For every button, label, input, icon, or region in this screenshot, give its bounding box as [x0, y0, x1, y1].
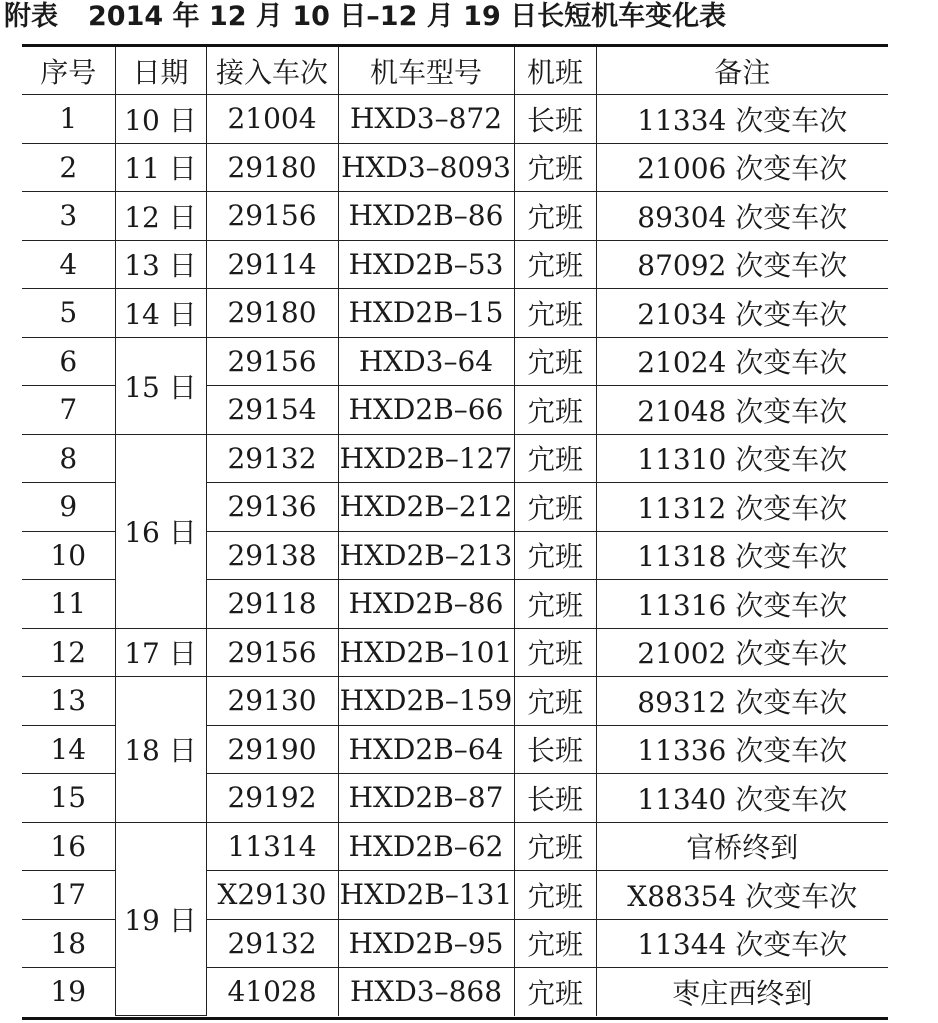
cell-note: 21048 次变车次 [596, 386, 888, 435]
cell-note: 11316 次变车次 [596, 580, 888, 629]
cell-crew: 宂班 [514, 434, 596, 483]
cell-note: 11312 次变车次 [596, 483, 888, 532]
cell-train: 29118 [206, 580, 338, 629]
header-loco-model: 机车型号 [338, 47, 514, 95]
cell-loco-model: HXD3–872 [338, 95, 514, 144]
table-row [22, 822, 888, 871]
cell-loco-model: HXD2B–15 [338, 289, 514, 338]
cell-train: 29180 [206, 143, 338, 192]
cell-loco-model: HXD2B–101 [338, 628, 514, 677]
bottom-rule [22, 1017, 888, 1020]
cell-date: 17 日 [115, 628, 206, 677]
cell-crew: 宂班 [514, 628, 596, 677]
cell-no: 15 [22, 774, 115, 823]
cell-date: 16 日 [115, 434, 206, 628]
header-date: 日期 [115, 47, 206, 95]
cell-loco-model: HXD2B–86 [338, 580, 514, 629]
cell-train: 29192 [206, 774, 338, 823]
cell-note: 枣庄西终到 [596, 968, 888, 1016]
cell-no: 16 [22, 822, 115, 871]
cell-date: 11 日 [115, 143, 206, 192]
cell-no: 5 [22, 289, 115, 338]
cell-loco-model: HXD3–868 [338, 968, 514, 1016]
cell-note: 11344 次变车次 [596, 919, 888, 968]
cell-train: 29156 [206, 337, 338, 386]
cell-no: 1 [22, 95, 115, 144]
cell-note: 89304 次变车次 [596, 192, 888, 241]
cell-date: 19 日 [115, 822, 206, 1016]
table-row [22, 143, 888, 192]
cell-train: 29136 [206, 483, 338, 532]
cell-no: 2 [22, 143, 115, 192]
cell-train: 29156 [206, 192, 338, 241]
cell-note: 21006 次变车次 [596, 143, 888, 192]
cell-loco-model: HXD2B–95 [338, 919, 514, 968]
cell-crew: 宂班 [514, 386, 596, 435]
cell-date: 13 日 [115, 240, 206, 289]
cell-no: 11 [22, 580, 115, 629]
caption-label: 附表 [4, 1, 58, 32]
cell-no: 10 [22, 531, 115, 580]
cell-note: 11336 次变车次 [596, 725, 888, 774]
table-row [22, 628, 888, 677]
cell-loco-model: HXD2B–127 [338, 434, 514, 483]
cell-date: 14 日 [115, 289, 206, 338]
cell-train: 29132 [206, 919, 338, 968]
cell-loco-model: HXD2B–131 [338, 871, 514, 920]
locomotive-change-table [22, 47, 888, 1016]
cell-train: 11314 [206, 822, 338, 871]
cell-crew: 宂班 [514, 192, 596, 241]
cell-no: 8 [22, 434, 115, 483]
cell-crew: 宂班 [514, 483, 596, 532]
cell-loco-model: HXD2B–159 [338, 677, 514, 726]
table-row [22, 95, 888, 144]
cell-crew: 长班 [514, 95, 596, 144]
cell-no: 4 [22, 240, 115, 289]
cell-note: 21034 次变车次 [596, 289, 888, 338]
cell-no: 12 [22, 628, 115, 677]
cell-crew: 长班 [514, 774, 596, 823]
cell-no: 19 [22, 968, 115, 1016]
cell-note: 官桥终到 [596, 822, 888, 871]
cell-crew: 宂班 [514, 968, 596, 1016]
table-row [22, 434, 888, 483]
cell-date: 10 日 [115, 95, 206, 144]
cell-train: 21004 [206, 95, 338, 144]
cell-crew: 宂班 [514, 337, 596, 386]
cell-train: 29138 [206, 531, 338, 580]
cell-no: 3 [22, 192, 115, 241]
cell-train: 41028 [206, 968, 338, 1016]
cell-note: 11310 次变车次 [596, 434, 888, 483]
cell-note: 89312 次变车次 [596, 677, 888, 726]
header-crew: 机班 [514, 47, 596, 95]
cell-note: X88354 次变车次 [596, 871, 888, 920]
cell-train: 29180 [206, 289, 338, 338]
cell-train: 29154 [206, 386, 338, 435]
cell-crew: 宂班 [514, 580, 596, 629]
table-row [22, 289, 888, 338]
caption-text: 2014 年 12 月 10 日–12 月 19 日长短机车变化表 [88, 1, 727, 32]
cell-train: 29190 [206, 725, 338, 774]
cell-train: 29156 [206, 628, 338, 677]
cell-no: 6 [22, 337, 115, 386]
cell-crew: 宂班 [514, 677, 596, 726]
cell-crew: 宂班 [514, 919, 596, 968]
cell-crew: 宂班 [514, 822, 596, 871]
header-train: 接入车次 [206, 47, 338, 95]
cell-no: 9 [22, 483, 115, 532]
cell-crew: 宂班 [514, 289, 596, 338]
header-no: 序号 [22, 47, 115, 95]
cell-train: X29130 [206, 871, 338, 920]
cell-loco-model: HXD2B–213 [338, 531, 514, 580]
cell-loco-model: HXD2B–66 [338, 386, 514, 435]
cell-no: 7 [22, 386, 115, 435]
cell-note: 21024 次变车次 [596, 337, 888, 386]
cell-note: 11340 次变车次 [596, 774, 888, 823]
cell-loco-model: HXD2B–64 [338, 725, 514, 774]
cell-note: 11318 次变车次 [596, 531, 888, 580]
cell-no: 17 [22, 871, 115, 920]
cell-loco-model: HXD2B–53 [338, 240, 514, 289]
cell-crew: 宂班 [514, 871, 596, 920]
cell-no: 14 [22, 725, 115, 774]
table-row [22, 337, 888, 386]
cell-loco-model: HXD3–64 [338, 337, 514, 386]
cell-note: 87092 次变车次 [596, 240, 888, 289]
cell-crew: 宂班 [514, 240, 596, 289]
header-note: 备注 [596, 47, 888, 95]
table-row [22, 677, 888, 726]
cell-crew: 宂班 [514, 143, 596, 192]
cell-loco-model: HXD2B–62 [338, 822, 514, 871]
cell-note: 21002 次变车次 [596, 628, 888, 677]
cell-crew: 长班 [514, 725, 596, 774]
cell-loco-model: HXD3–8093 [338, 143, 514, 192]
cell-crew: 宂班 [514, 531, 596, 580]
table-body [22, 95, 888, 1016]
cell-date: 15 日 [115, 337, 206, 434]
cell-loco-model: HXD2B–87 [338, 774, 514, 823]
cell-no: 18 [22, 919, 115, 968]
cell-note: 11334 次变车次 [596, 95, 888, 144]
cell-loco-model: HXD2B–212 [338, 483, 514, 532]
table-caption [4, 0, 726, 38]
table-row [22, 240, 888, 289]
header-row [22, 47, 888, 95]
table-row [22, 192, 888, 241]
cell-date: 12 日 [115, 192, 206, 241]
cell-train: 29130 [206, 677, 338, 726]
cell-train: 29132 [206, 434, 338, 483]
cell-no: 13 [22, 677, 115, 726]
cell-train: 29114 [206, 240, 338, 289]
cell-loco-model: HXD2B–86 [338, 192, 514, 241]
cell-date: 18 日 [115, 677, 206, 823]
